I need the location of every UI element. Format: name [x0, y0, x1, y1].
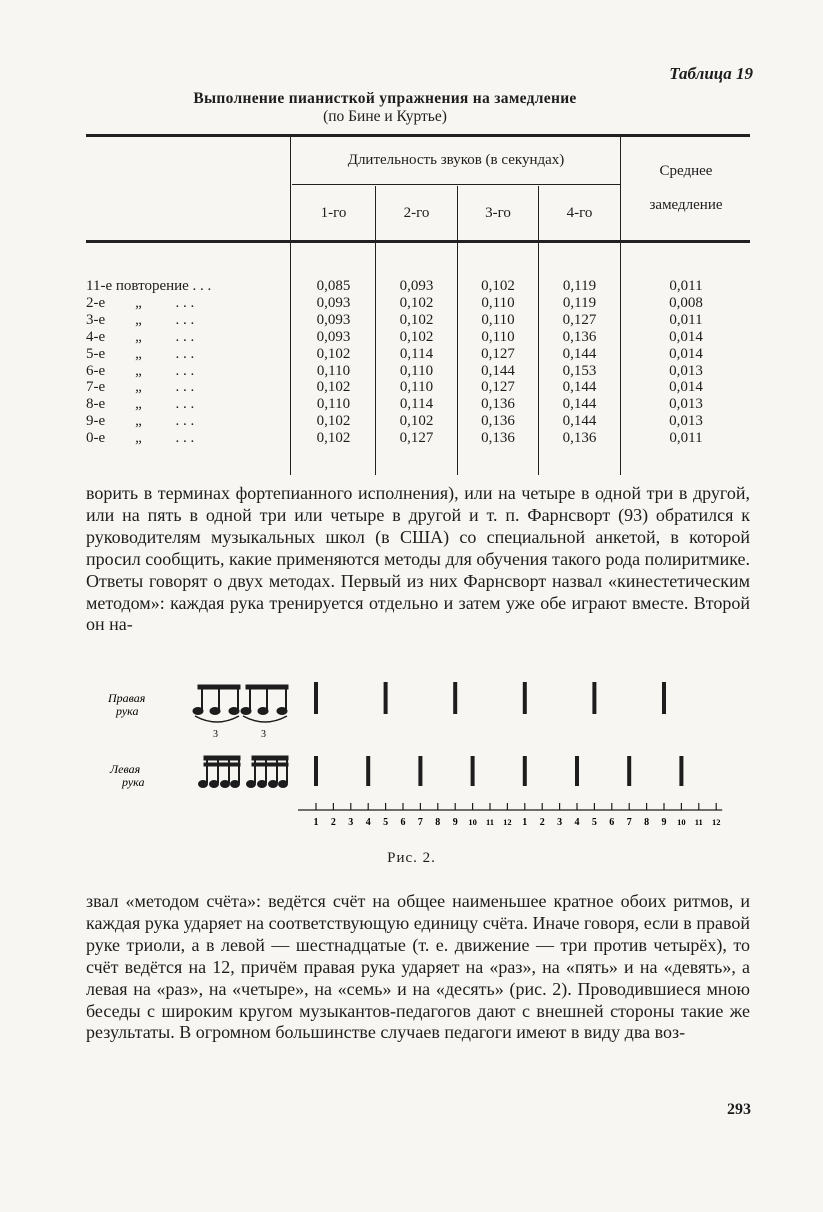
count-tick-label: 10 [468, 817, 477, 827]
count-tick-label: 4 [574, 817, 580, 828]
average-cell: 0,011 [669, 278, 703, 294]
table-cell: 0,144 [481, 362, 515, 379]
table-cell: 0,110 [481, 328, 515, 345]
count-tick-label: 1 [313, 817, 319, 828]
table-cell: 0,127 [399, 430, 434, 447]
average-cell: 0,013 [669, 362, 703, 379]
left-hand-strike [627, 756, 631, 786]
table-cell: 0,102 [399, 328, 434, 345]
right-hand-strike [314, 682, 318, 714]
right-hand-beat-marks [314, 682, 666, 714]
table-header-bottom-rule [86, 240, 750, 243]
column-header-average-2: замедление [649, 197, 723, 213]
left-hand-strike [523, 756, 527, 786]
left-hand-strike [679, 756, 683, 786]
left-hand-sixteenth-notes [199, 756, 289, 788]
left-hand-beat-marks [314, 756, 683, 786]
table-subtitle: (по Бине и Куртье) [323, 108, 447, 125]
left-hand-strike [471, 756, 475, 786]
table-cell: 0,127 [481, 345, 515, 362]
table-cell: 0,093 [399, 278, 434, 294]
row-labels-column [86, 278, 211, 447]
average-cell: 0,013 [669, 396, 703, 413]
table-cell: 0,102 [399, 311, 434, 328]
count-axis [298, 803, 722, 828]
left-hand-strike [575, 756, 579, 786]
right-hand-strike [523, 682, 527, 714]
table-cell: 0,102 [316, 379, 351, 396]
table-cell: 0,136 [481, 413, 515, 430]
count-tick-label: 10 [677, 817, 686, 827]
table-top-rule [86, 134, 750, 137]
count-tick-label: 12 [503, 817, 512, 827]
table-cell: 0,144 [562, 413, 597, 430]
table-cell: 0,102 [316, 413, 351, 430]
count-tick-label: 1 [522, 817, 528, 828]
table-cell: 0,127 [481, 379, 515, 396]
body-paragraph-2 [86, 891, 750, 1044]
count-tick-label: 8 [435, 817, 441, 828]
count-tick-label: 5 [383, 817, 389, 828]
left-hand-strike [366, 756, 370, 786]
header-group-durations: Длительность звуков (в секундах) [347, 152, 565, 168]
left-hand-strike [418, 756, 422, 786]
table-cell: 0,153 [562, 362, 597, 379]
paragraph-1-text: ворить в терминах фортепианного исполнения), или на четыре в одной три в другой, или на пять в одной три или четыре в другой и т. п. Фарнсворт (93) обратился к руководителям музыкальных школ (в США) со специальной анкетой, в которой просил сообщить, какие применяются методы для обучения такого рода полиритмике. Ответы говорят о двух методах. Первый из них Фарнсворт назвал «кинестетическим методом»: каждая рука тренируется отдельно и затем уже обе играют вместе. Второй он на- [86, 483, 750, 635]
count-tick-label: 4 [365, 817, 371, 828]
left-hand-label: Левая рука [110, 762, 145, 789]
count-tick-label: 11 [694, 817, 703, 827]
table-title: Выполнение пианисткой упражнения на замедление [193, 90, 577, 107]
right-hand-label: Правая рука [108, 691, 146, 718]
count-tick-label: 2 [539, 817, 545, 828]
table-cell: 0,114 [399, 345, 434, 362]
average-cell: 0,014 [669, 328, 703, 345]
table-cell: 0,110 [316, 362, 351, 379]
row-label: 9-е „ . . . [86, 413, 195, 430]
values-column-3 [458, 278, 538, 447]
table-cell: 0,119 [562, 294, 597, 311]
table-cell: 0,110 [399, 379, 434, 396]
count-tick-label: 3 [557, 817, 563, 828]
count-tick-label: 3 [348, 817, 354, 828]
average-cell: 0,014 [669, 379, 703, 396]
table-cell: 0,110 [316, 396, 351, 413]
table-cell: 0,144 [562, 396, 597, 413]
table-cell: 0,136 [562, 328, 597, 345]
paragraph-2-text: звал «методом счёта»: ведётся счёт на общее наименьшее кратное обоих ритмов, и каждая рука ударяет на соответствующую единицу счёта. Иначе говоря, если в правой руке триоли, а в левой — шестнадцатые (т. е. движение — три против четырёх), то счёт ведётся на 12, причём правая рука ударяет на «раз», на «пять» и на «девять», а левая на «раз», на «четыре», на «семь» и на «десять» (рис. 2). Проводившиеся мною беседы с широким кругом музыкантов-педагогов дают с внешней стороны такие же результаты. В огромном большинстве случаев педагоги имеют в виду два воз- [86, 891, 750, 1043]
count-tick-label: 12 [711, 817, 721, 827]
right-hand-triplet-notes [193, 685, 288, 722]
table-cell: 0,110 [481, 294, 515, 311]
count-tick-label: 9 [452, 817, 458, 828]
row-label: 0-е „ . . . [86, 430, 195, 447]
count-tick-label: 6 [400, 817, 406, 828]
row-label: 7-е „ . . . [86, 379, 195, 396]
table-cell: 0,144 [562, 379, 597, 396]
header-group-underline [292, 184, 620, 185]
row-label: 5-е „ . . . [86, 345, 195, 362]
row-label: 2-е „ . . . [86, 294, 195, 311]
count-tick-label: 2 [330, 817, 336, 828]
triplet-mark-2: 3 [261, 729, 266, 740]
table-cell: 0,136 [481, 430, 515, 447]
average-cell: 0,013 [669, 413, 703, 430]
table-cell: 0,136 [562, 430, 597, 447]
average-cell: 0,011 [669, 430, 703, 447]
table-cell: 0,102 [481, 278, 515, 294]
values-column-4 [539, 278, 620, 447]
column-header-4: 4-го [566, 205, 593, 221]
count-tick-label: 7 [626, 817, 632, 828]
right-hand-strike [592, 682, 596, 714]
table-cell: 0,102 [399, 294, 434, 311]
right-hand-strike [453, 682, 457, 714]
table-cell: 0,136 [481, 396, 515, 413]
table-cell: 0,110 [399, 362, 434, 379]
count-tick-label: 9 [661, 817, 667, 828]
table-cell: 0,102 [316, 345, 351, 362]
row-label: 4-е „ . . . [86, 328, 195, 345]
left-hand-strike [314, 756, 318, 786]
col-divider-label [290, 137, 291, 475]
right-hand-strike [384, 682, 388, 714]
count-tick-label: 5 [591, 817, 597, 828]
row-label: 8-е „ . . . [86, 396, 195, 413]
right-hand-strike [662, 682, 666, 714]
values-column-2 [376, 278, 457, 447]
count-tick-label: 8 [644, 817, 650, 828]
count-tick-label: 6 [609, 817, 615, 828]
table-cell: 0,114 [399, 396, 434, 413]
count-tick-label: 11 [485, 817, 495, 827]
column-header-3: 3-го [485, 205, 511, 221]
table-cell: 0,110 [481, 311, 515, 328]
table-cell: 0,102 [316, 430, 351, 447]
table-cell: 0,085 [316, 278, 351, 294]
table-cell: 0,119 [562, 278, 597, 294]
page-number: 293 [727, 1101, 751, 1118]
values-column-1 [292, 278, 375, 447]
table-cell: 0,127 [562, 311, 597, 328]
column-header-average-1: Среднее [659, 163, 713, 179]
table-cell: 0,093 [316, 294, 351, 311]
average-cell: 0,014 [669, 345, 703, 362]
column-header-2: 2-го [403, 205, 430, 221]
row-label: 11-е повторение . . . [86, 278, 212, 294]
table-cell: 0,093 [316, 311, 351, 328]
average-column [621, 278, 751, 447]
average-cell: 0,011 [669, 311, 703, 328]
table-label: Таблица 19 [669, 64, 753, 83]
table-cell: 0,093 [316, 328, 351, 345]
table-cell: 0,144 [562, 345, 597, 362]
triplet-mark-1: 3 [213, 729, 218, 740]
average-cell: 0,008 [669, 294, 703, 311]
count-tick-label: 7 [417, 817, 423, 828]
row-label: 6-е „ . . . [86, 362, 195, 379]
column-header-1: 1-го [320, 205, 347, 221]
row-label: 3-е „ . . . [86, 311, 195, 328]
figure-caption: Рис. 2. [387, 850, 436, 866]
body-paragraph-1 [86, 483, 750, 636]
table-cell: 0,102 [399, 413, 434, 430]
